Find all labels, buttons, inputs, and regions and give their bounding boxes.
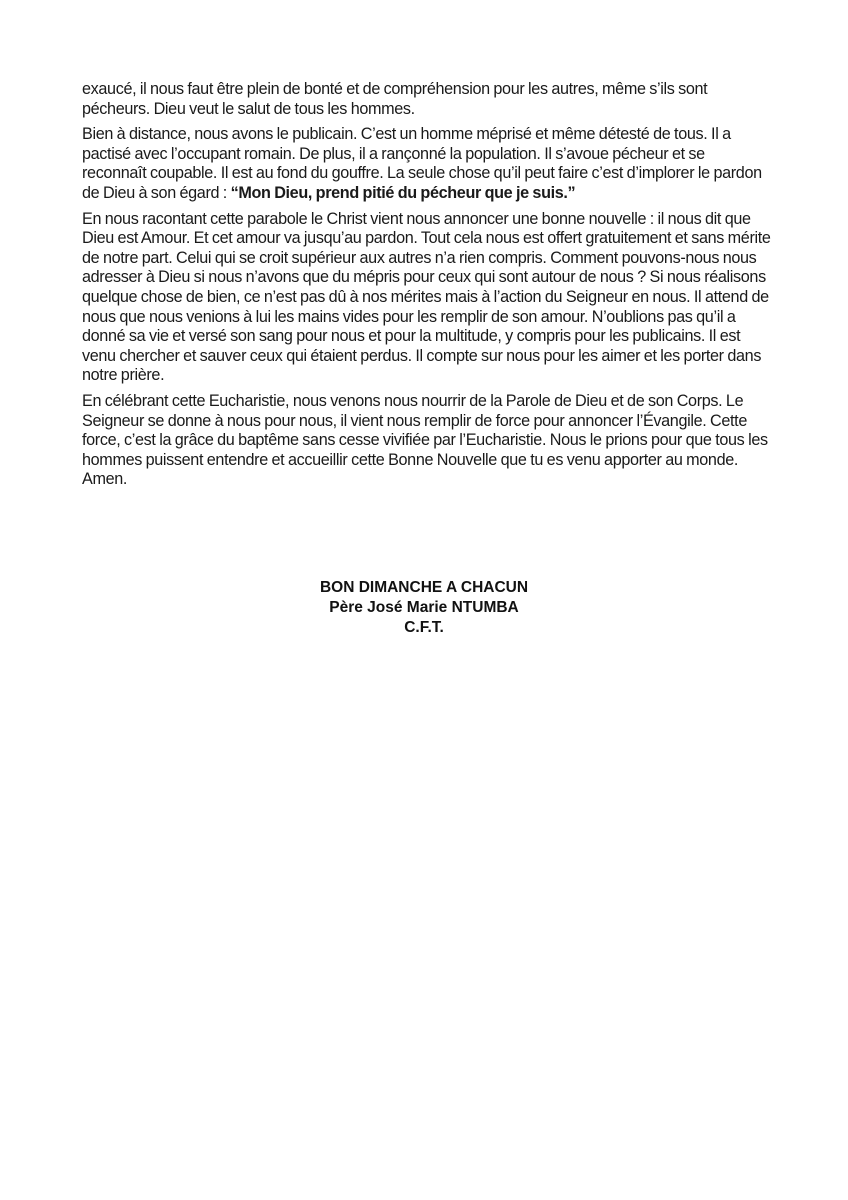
paragraph-3-text: En nous racontant cette parabole le Christ vient nous annoncer une bonne nouvelle : il nous dit que Dieu est Amour. Et cet amour va jusqu’au pardon. Tout cela nous est offert gratuitement et sans mérite de notre part. Celui qui se croit supérieur aux autres n’a rien compris. Comment pouvons-nous nous adresser à Dieu si nous n’avons que du mépris pour ceux qui sont autour de nous ? Si nous réalisons quelque chose de bien, ce n’est pas dû à nos mérites mais à l’action du Seigneur en nous. Il attend de nous que nous venions à lui les mains vides pour les remplir de son amour. N’oublions pas qu’il a donné sa vie et versé son sang pour nous et pour la multitude, y compris pour les publicains. Il est venu chercher et sauver ceux qui étaient perdus. Il compte sur nous pour les aimer et les porter dans notre prière.	[82, 209, 771, 385]
paragraph-4-text: En célébrant cette Eucharistie, nous venons nous nourrir de la Parole de Dieu et de son Corps. Le Seigneur se donne à nous pour nous, il vient nous remplir de force pour annoncer l’Évangile. Cette force, c’est la grâce du baptême sans cesse vivifiée par l’Eucharistie. Nous le prions pour que tous les hommes puissent entendre et accueillir cette Bonne Nouvelle que tu es venu apporter au monde. Amen.	[82, 391, 768, 489]
paragraph-4	[82, 392, 772, 490]
paragraph-2	[82, 125, 772, 203]
author-name: Père José Marie NTUMBA	[329, 599, 519, 616]
author-order: C.F.T.	[404, 619, 444, 636]
prayer-quote: “Mon Dieu, prend pitié du pécheur que je suis.”	[230, 183, 576, 202]
paragraph-1-text: exaucé, il nous faut être plein de bonté et de compréhension pour les autres, même s’ils sont pécheurs. Dieu veut le salut de tous les hommes.	[82, 80, 708, 118]
greeting: BON DIMANCHE A CHACUN	[319, 579, 529, 596]
paragraph-3	[82, 210, 772, 386]
document-body	[82, 80, 772, 496]
signature-block	[0, 578, 848, 638]
paragraph-2-text: Bien à distance, nous avons le publicain. C’est un homme méprisé et même détesté de tous. Il a pactisé avec l’occupant romain. De plus, il a rançonné la population. Il s’avoue pécheur et se reconnaît coupable. Il est au fond du gouffre. La seule chose qu’il peut faire c’est d’implorer le pardon de Dieu à son égard :	[82, 125, 762, 202]
paragraph-1	[82, 80, 772, 119]
